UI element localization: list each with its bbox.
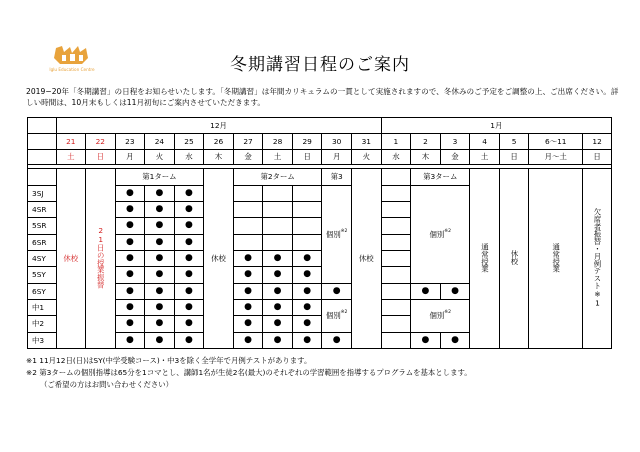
kobetsu-cell-30-lower: 個別$^{※2}$ — [322, 299, 352, 332]
schedule-dot: ● — [174, 234, 204, 250]
day-cell: 28 — [263, 134, 293, 149]
day-cell: 4 — [470, 134, 500, 149]
footnote-3: （ご希望の方はお問い合わせください） — [40, 380, 174, 389]
weekday-cell: 火 — [351, 149, 381, 164]
schedule-dot: ● — [145, 218, 175, 234]
day-cell: 12 — [583, 134, 612, 149]
schedule-dot: ● — [233, 283, 263, 299]
regular-class-4: 通常授業 — [470, 169, 500, 349]
schedule-dot: ● — [233, 332, 263, 348]
weekday-cell: 月 — [115, 149, 145, 164]
schedule-dot: ● — [145, 185, 175, 201]
schedule-dot: ● — [292, 283, 322, 299]
schedule-dot: ● — [115, 299, 145, 315]
corner-cell — [28, 118, 57, 134]
schedule-dot: ● — [115, 250, 145, 266]
weekday-cell: 月 — [322, 149, 352, 164]
grade-label: 中1 — [28, 299, 57, 315]
schedule-table — [27, 117, 612, 349]
schedule-dot: ● — [145, 267, 175, 283]
day-cell: 22 — [86, 134, 116, 149]
schedule-dot: ● — [145, 332, 175, 348]
weekday-cell: 土 — [470, 149, 500, 164]
schedule-dot: ● — [174, 267, 204, 283]
schedule-dot: ● — [145, 316, 175, 332]
closed-cell-21: 休校 — [56, 169, 86, 349]
schedule-dot: ● — [174, 283, 204, 299]
schedule-dot: ● — [115, 234, 145, 250]
regular-class-6-11: 通常授業 — [529, 169, 583, 349]
term-3-header-short: 第3 — [322, 169, 352, 185]
grade-label: 中2 — [28, 316, 57, 332]
schedule-dot: ● — [233, 267, 263, 283]
grade-label: 5SY — [28, 267, 57, 283]
schedule-dot: ● — [263, 332, 293, 348]
day-cell: 30 — [322, 134, 352, 149]
weekday-cell: 火 — [145, 149, 175, 164]
footnote-2: ※2 第3タームの個別指導は65分を1コマとし、講師1名が生徒2名(最大)のそれぞれの学習範囲を指導するプログラムを基本とします。 — [26, 368, 472, 377]
schedule-dot: ● — [322, 283, 352, 299]
schedule-dot: ● — [263, 250, 293, 266]
day-cell: 25 — [174, 134, 204, 149]
schedule-dot: ● — [145, 250, 175, 266]
weekday-cell: 土 — [263, 149, 293, 164]
schedule-dot: ● — [174, 316, 204, 332]
schedule-dot: ● — [115, 267, 145, 283]
schedule-dot: ● — [263, 283, 293, 299]
schedule-dot: ● — [263, 299, 293, 315]
day-cell: 29 — [292, 134, 322, 149]
weekday-cell: 木 — [204, 149, 234, 164]
day-cell: 6〜11 — [529, 134, 583, 149]
day-cell: 27 — [233, 134, 263, 149]
closed-cell-31: 休校 — [351, 169, 381, 349]
page-title: 冬期講習日程のご案内 — [230, 55, 410, 75]
weekday-cell: 金 — [233, 149, 263, 164]
schedule-dot: ● — [174, 332, 204, 348]
day-cell: 24 — [145, 134, 175, 149]
closed-cell-5: 休校 — [499, 169, 529, 349]
schedule-dot: ● — [411, 332, 441, 348]
weekday-cell: 日 — [292, 149, 322, 164]
term-2-header: 第2ターム — [233, 169, 322, 185]
grade-label: 4SY — [28, 250, 57, 266]
weekday-cell: 木 — [411, 149, 441, 164]
term-3-header: 第3ターム — [411, 169, 470, 185]
day-cell: 21 — [56, 134, 86, 149]
intro-text: 2019−20年「冬期講習」の日程をお知らせいたします。「冬期講習」は年間カリキュラムの一貫として実施されますので、冬休みのご予定をご調整の上、ご出席ください。詳しい時間は、10月末もしくは11月初旬にご案内させていただきます。 — [26, 87, 619, 107]
weekday-cell: 土 — [56, 149, 86, 164]
schedule-dot: ● — [263, 267, 293, 283]
kobetsu-cell-jan-lower: 個別$^{※2}$ — [411, 299, 470, 332]
schedule-dot: ● — [440, 283, 470, 299]
schedule-dot: ● — [145, 201, 175, 217]
kobetsu-cell-jan-upper: 個別$^{※2}$ — [411, 185, 470, 283]
schedule-dot: ● — [115, 185, 145, 201]
weekday-cell: 月〜土 — [529, 149, 583, 164]
day-cell: 23 — [115, 134, 145, 149]
closed-cell-26: 休校 — [204, 169, 234, 349]
day-cell: 2 — [411, 134, 441, 149]
schedule-dot: ● — [233, 316, 263, 332]
grade-label: 6SR — [28, 234, 57, 250]
footnote-1: ※1 11月12日(日)はSY(中学受験コース)・中3を除く全学年で月例テストがあります。 — [26, 356, 312, 365]
grade-label: 4SR — [28, 201, 57, 217]
schedule-dot: ● — [174, 299, 204, 315]
schedule-dot: ● — [174, 185, 204, 201]
footnotes — [26, 355, 626, 391]
schedule-dot: ● — [411, 283, 441, 299]
schedule-dot: ● — [292, 250, 322, 266]
schedule-dot: ● — [115, 332, 145, 348]
weekday-cell: 日 — [583, 149, 612, 164]
schedule-dot: ● — [233, 299, 263, 315]
schedule-dot: ● — [115, 316, 145, 332]
weekday-cell: 水 — [174, 149, 204, 164]
day-cell: 26 — [204, 134, 234, 149]
logo-caption: Iglu Education Centre — [49, 67, 95, 72]
day-cell: 1 — [381, 134, 411, 149]
month-header-dec: 12月 — [56, 118, 381, 134]
schedule-dot: ● — [292, 332, 322, 348]
schedule-dot: ● — [292, 316, 322, 332]
schedule-dot: ● — [115, 201, 145, 217]
grade-label: 5SR — [28, 218, 57, 234]
schedule-dot: ● — [292, 267, 322, 283]
absent-test-12: 欠席者振替・月例テスト※1 — [583, 169, 612, 349]
schedule-dot: ● — [174, 250, 204, 266]
schedule-dot: ● — [322, 332, 352, 348]
grade-label: 中3 — [28, 332, 57, 348]
schedule-dot: ● — [145, 234, 175, 250]
day-cell: 3 — [440, 134, 470, 149]
schedule-dot: ● — [263, 316, 293, 332]
makeup-cell-22: 21日の授業振替 — [86, 169, 116, 349]
month-header-jan: 1月 — [381, 118, 611, 134]
weekday-cell: 日 — [499, 149, 529, 164]
schedule-dot: ● — [174, 201, 204, 217]
schedule-dot: ● — [233, 250, 263, 266]
schedule-dot: ● — [174, 218, 204, 234]
schedule-dot: ● — [115, 218, 145, 234]
schedule-dot: ● — [145, 299, 175, 315]
schedule-dot: ● — [440, 332, 470, 348]
schedule-dot: ● — [292, 299, 322, 315]
grade-label: 6SY — [28, 283, 57, 299]
term-1-header: 第1ターム — [115, 169, 204, 185]
day-cell: 31 — [351, 134, 381, 149]
day-cell: 5 — [499, 134, 529, 149]
kobetsu-cell-30-upper: 個別$^{※2}$ — [322, 185, 352, 283]
grade-label: 3SJ — [28, 185, 57, 201]
weekday-cell: 金 — [440, 149, 470, 164]
schedule-dot: ● — [115, 283, 145, 299]
schedule-dot: ● — [145, 283, 175, 299]
weekday-cell: 水 — [381, 149, 411, 164]
weekday-cell: 日 — [86, 149, 116, 164]
